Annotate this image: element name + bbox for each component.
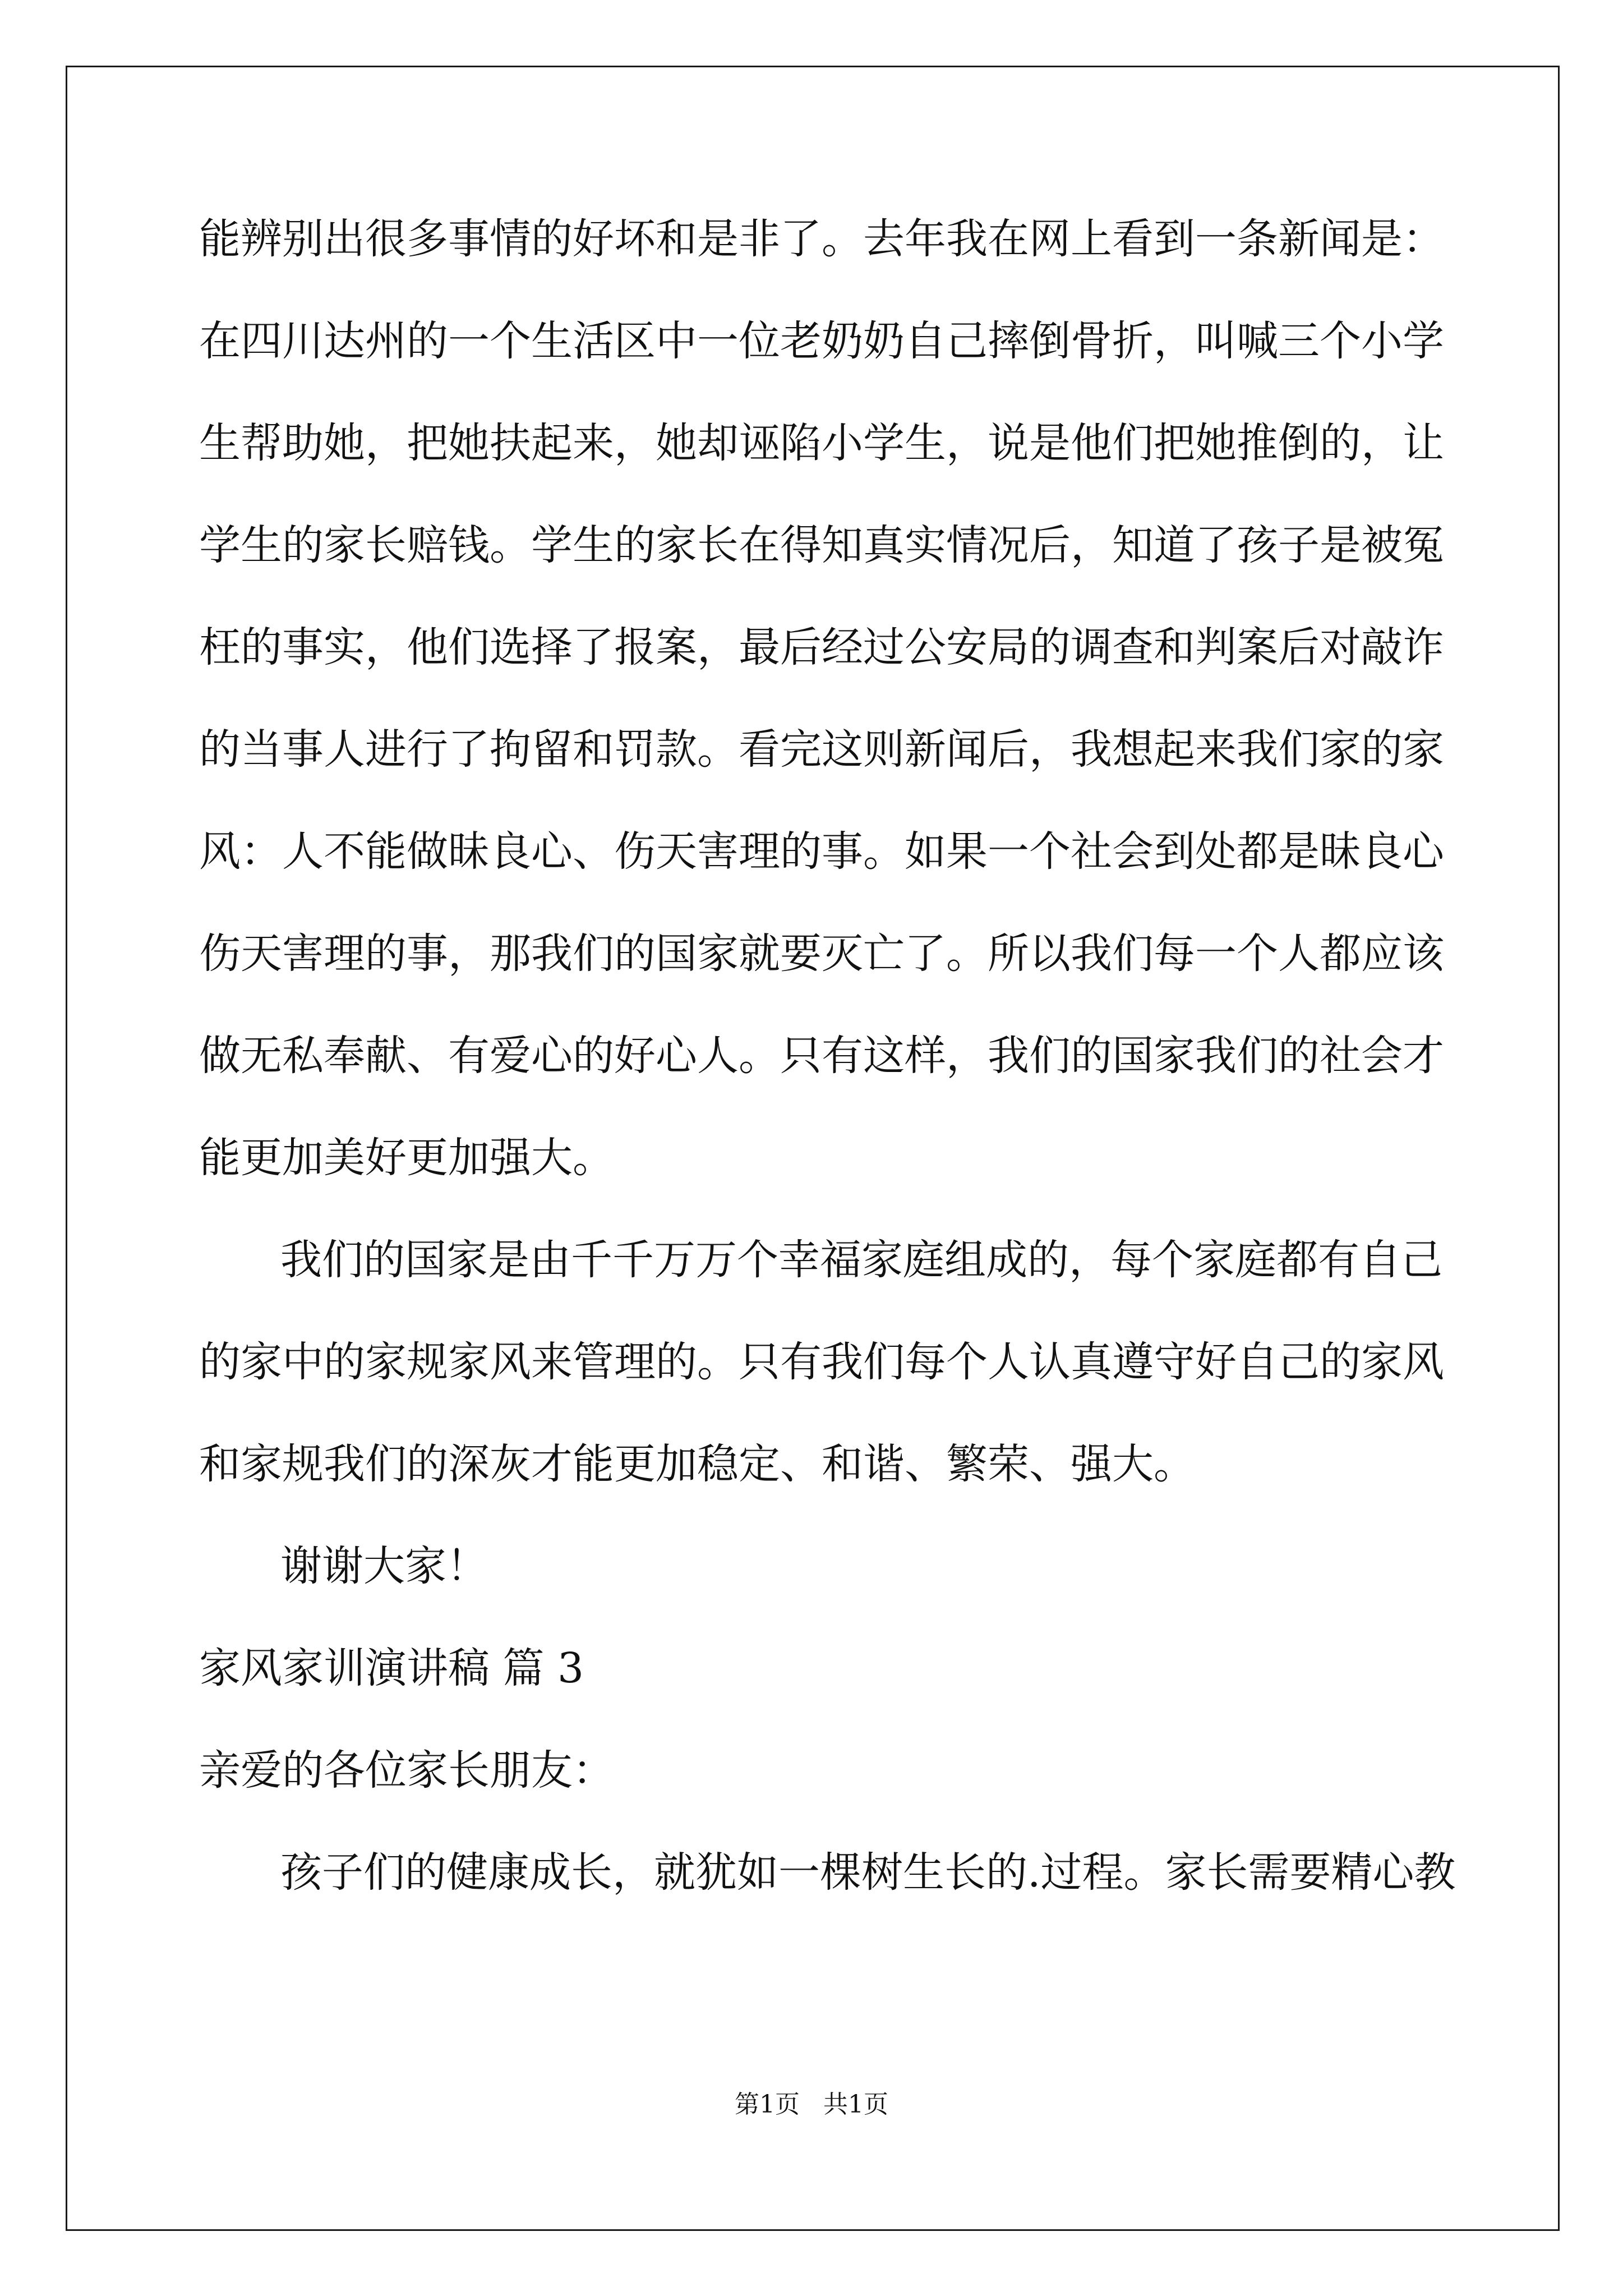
body-line: 枉的事实，他们选择了报案，最后经过公安局的调查和判案后对敲诈	[199, 623, 1444, 671]
body-line: 生帮助她，把她扶起来，她却诬陷小学生，说是他们把她推倒的，让	[199, 419, 1444, 467]
section-heading: 家风家训演讲稿 篇 3	[199, 1644, 584, 1692]
body-line: 风：人不能做昧良心、伤天害理的事。如果一个社会到处都是昧良心	[199, 827, 1444, 876]
body-line: 能辨别出很多事情的好坏和是非了。去年我在网上看到一条新闻是：	[199, 215, 1444, 263]
body-line: 我们的国家是由千千万万个幸福家庭组成的，每个家庭都有自己	[280, 1236, 1442, 1284]
body-line: 和家规我们的深灰才能更加稳定、和谐、繁荣、强大。	[199, 1440, 1195, 1488]
body-line: 在四川达州的一个生活区中一位老奶奶自己摔倒骨折，叫喊三个小学	[199, 317, 1444, 365]
body-line: 能更加美好更加强大。	[199, 1134, 614, 1182]
body-line: 做无私奉献、有爱心的好心人。只有这样，我们的国家我们的社会才	[199, 1032, 1444, 1080]
body-line: 的家中的家规家风来管理的。只有我们每个人认真遵守好自己的家风	[199, 1338, 1444, 1386]
page-footer: 第1页 共1页	[735, 2090, 888, 2119]
body-line: 孩子们的健康成长，就犹如一棵树生长的.过程。家长需要精心教	[280, 1848, 1456, 1897]
closing-thanks: 谢谢大家！	[280, 1542, 488, 1590]
body-line: 伤天害理的事，那我们的国家就要灭亡了。所以我们每一个人都应该	[199, 930, 1444, 978]
salutation: 亲爱的各位家长朋友：	[199, 1746, 614, 1795]
body-line: 学生的家长赔钱。学生的家长在得知真实情况后，知道了孩子是被冤	[199, 521, 1444, 569]
body-line: 的当事人进行了拘留和罚款。看完这则新闻后，我想起来我们家的家	[199, 725, 1444, 774]
